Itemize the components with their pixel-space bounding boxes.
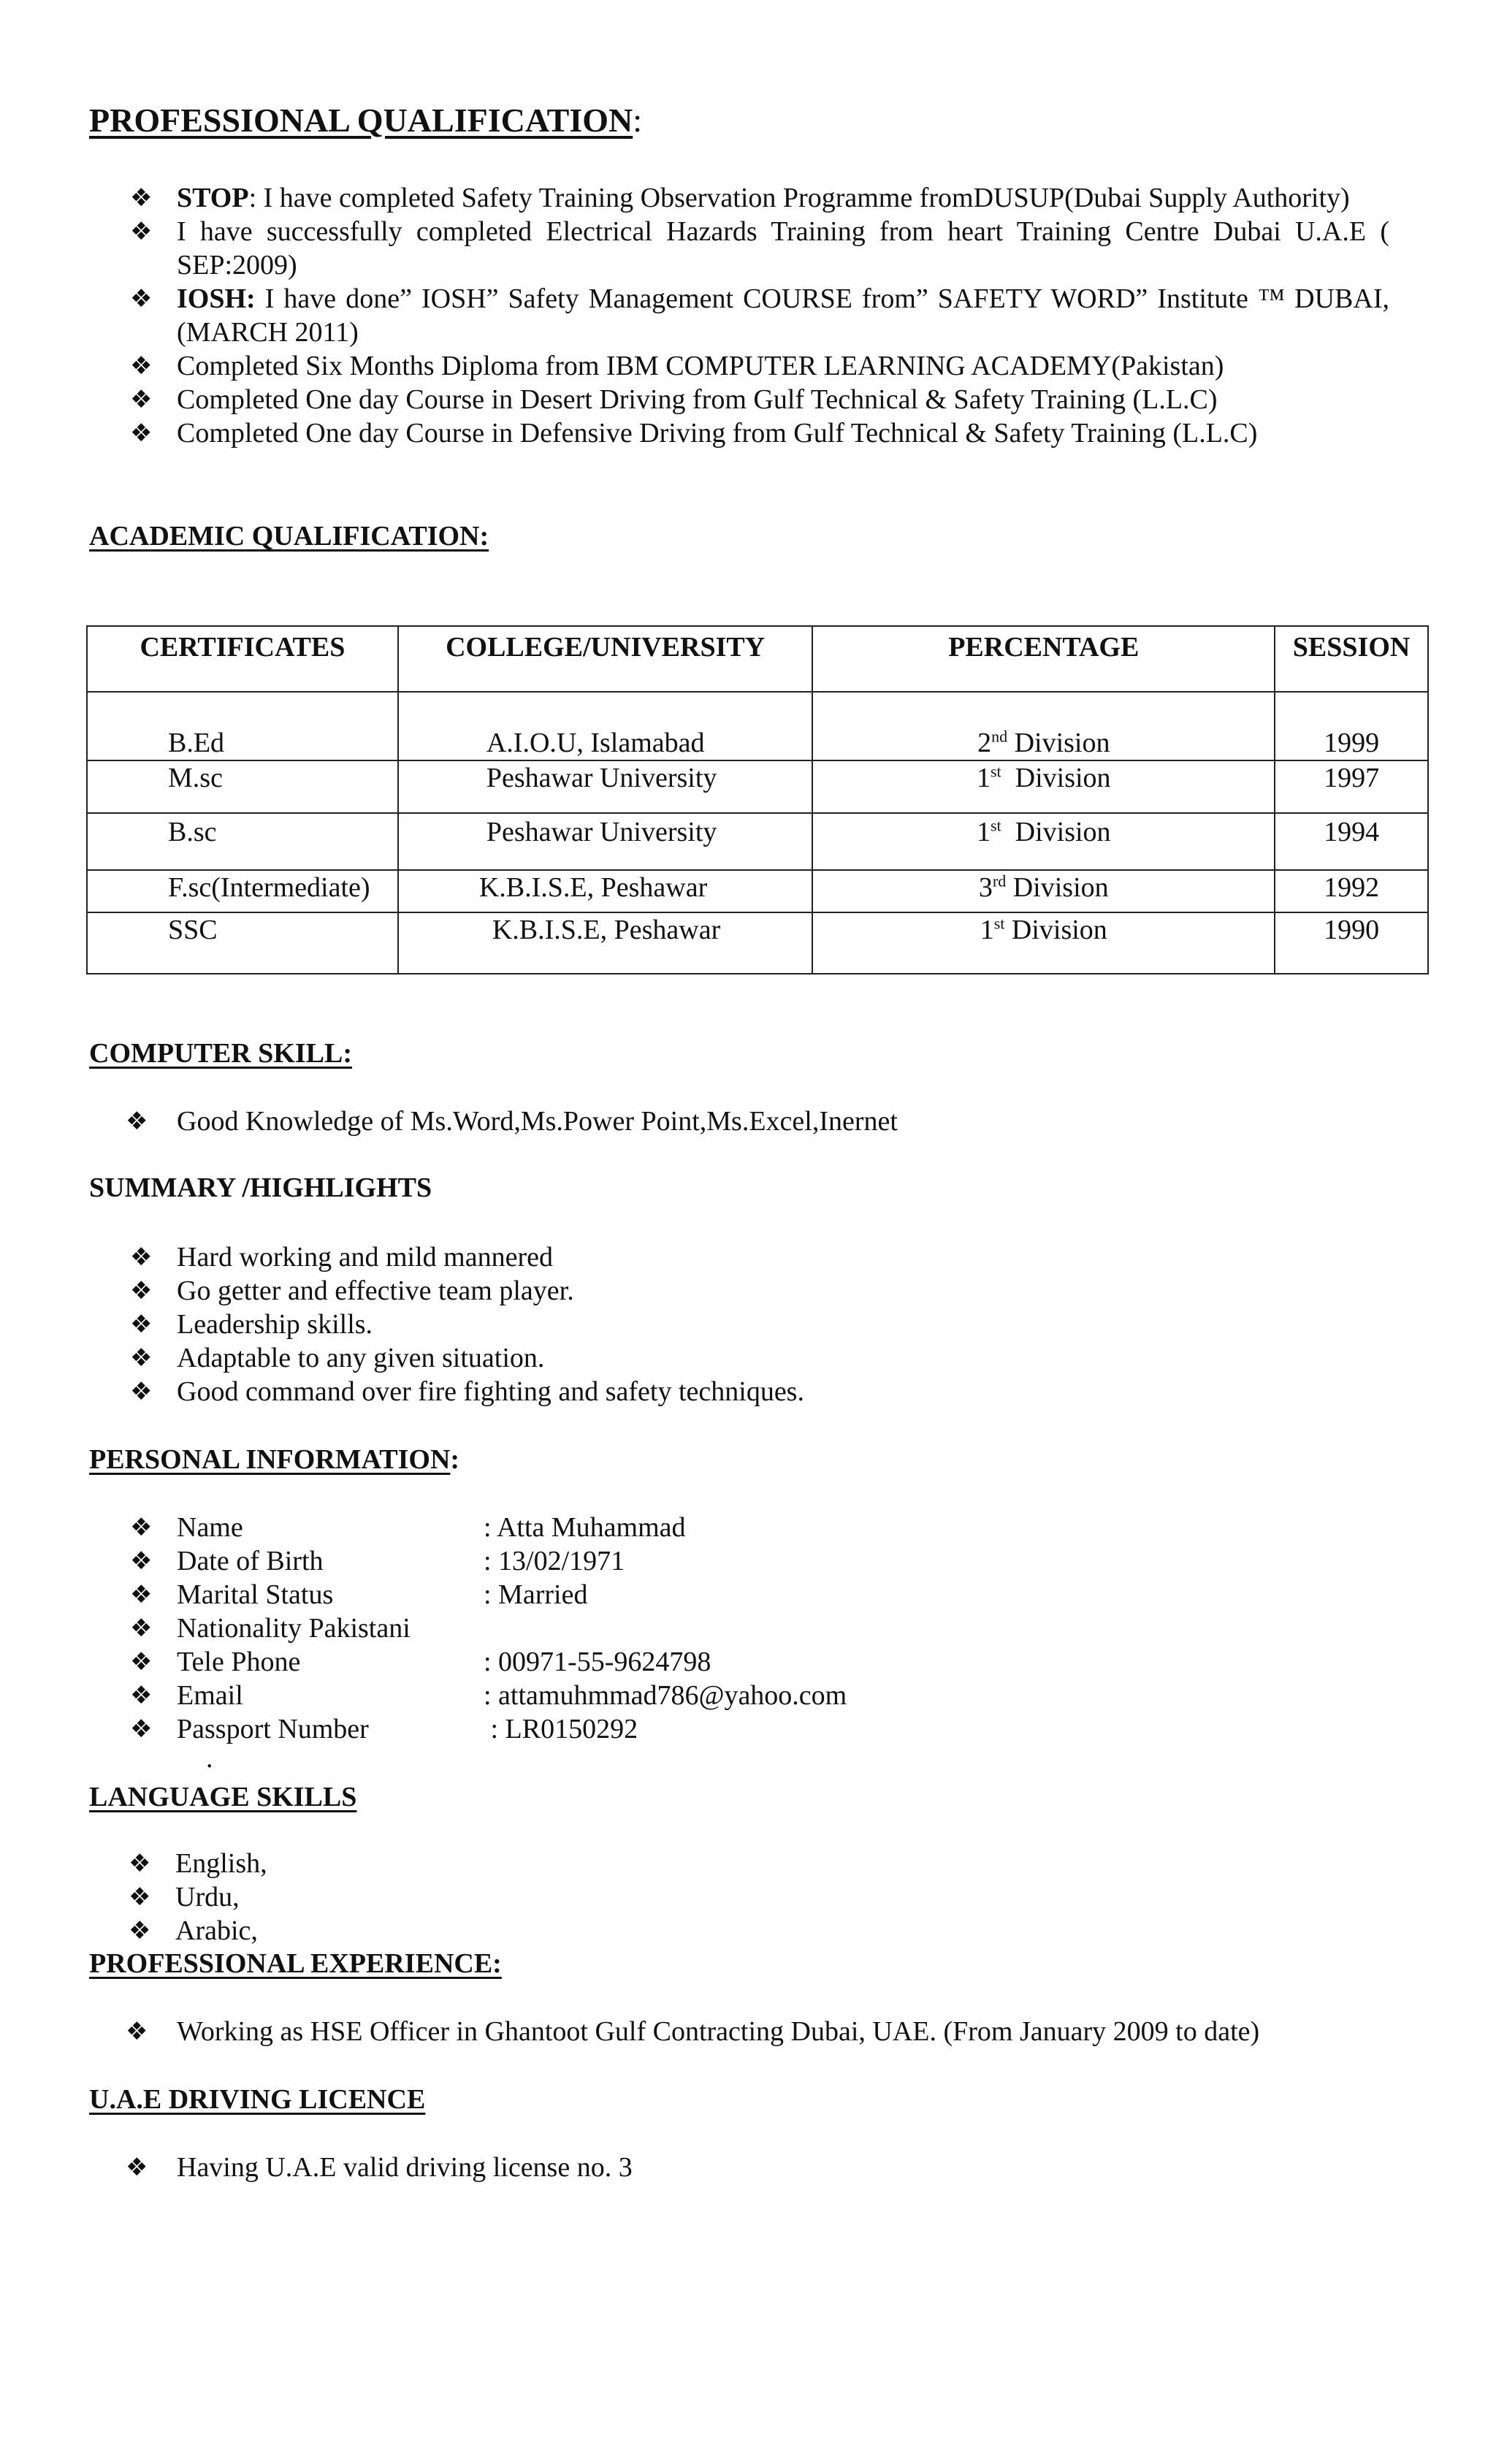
language-skills-list <box>88 1847 267 1948</box>
div-number: 3 <box>978 872 993 903</box>
cell-text: B.Ed <box>168 728 225 758</box>
summary-list <box>89 1240 804 1408</box>
cell-text: 1990 <box>1324 915 1380 945</box>
professional-experience-heading: PROFESSIONAL EXPERIENCE: <box>89 1948 502 1979</box>
div-number: 1 <box>976 817 991 847</box>
div-number: 1 <box>980 915 994 945</box>
percentage-cell <box>812 760 1275 813</box>
item-bold: IOSH: <box>177 283 256 314</box>
item-text: Good Knowledge of Ms.Word,Ms.Power Point,Ms.Excel,Inernet <box>177 1106 898 1137</box>
cell-text: K.B.I.S.E, Peshawar <box>492 915 721 945</box>
list-item <box>89 1308 804 1341</box>
percentage-cell <box>812 692 1275 760</box>
diamond-bullet-icon: ❖ <box>130 1614 153 1643</box>
session-cell <box>1275 760 1428 813</box>
div-number: 2 <box>977 728 992 758</box>
item-text: : I have completed Safety Training Observation Programme fromDUSUP(Dubai Supply Authority) <box>248 183 1350 213</box>
item-bold: STOP <box>177 183 249 213</box>
item-text: Urdu, <box>175 1882 240 1912</box>
diamond-bullet-icon: ❖ <box>130 217 153 246</box>
cell-text: M.sc <box>168 763 223 793</box>
diamond-bullet-icon: ❖ <box>130 183 153 213</box>
field-label: Date of Birth <box>177 1546 324 1576</box>
item-text: Go getter and effective team player. <box>177 1275 574 1306</box>
diamond-bullet-icon: ❖ <box>130 1377 153 1406</box>
list-item <box>89 1105 898 1138</box>
list-item <box>89 1712 847 1746</box>
list-item <box>89 1645 847 1679</box>
item-text: Completed One day Course in Defensive Driving from Gulf Technical & Safety Training (L.L.C) <box>177 418 1258 449</box>
list-item <box>89 1274 804 1308</box>
cell-text: F.sc(Intermediate) <box>168 872 370 903</box>
diamond-bullet-icon: ❖ <box>130 1546 153 1576</box>
table-row <box>87 760 1428 813</box>
college-cell <box>398 760 813 813</box>
heading-colon: : <box>633 102 643 139</box>
driving-licence-heading: U.A.E DRIVING LICENCE <box>89 2084 426 2115</box>
item-text: Adaptable to any given situation. <box>177 1343 545 1373</box>
heading-text: PROFESSIONAL QUALIFICATION <box>89 102 633 139</box>
field-label: Name <box>177 1512 243 1543</box>
list-item <box>89 2151 633 2184</box>
list-item <box>89 416 1433 450</box>
certificate-cell <box>87 692 398 760</box>
cell-text <box>813 871 1274 904</box>
cell-text: K.B.I.S.E, Peshawar <box>478 872 708 903</box>
diamond-bullet-icon: ❖ <box>129 1916 151 1945</box>
div-text: Division <box>1001 763 1111 793</box>
table-row <box>87 912 1428 974</box>
div-number: 1 <box>976 763 991 793</box>
column-header: CERTIFICATES <box>87 626 398 692</box>
percentage-cell <box>812 912 1275 974</box>
field-value: : Atta Muhammad <box>484 1512 686 1543</box>
professional-qualification-heading <box>89 101 642 140</box>
diamond-bullet-icon: ❖ <box>130 1681 153 1710</box>
professional-qualification-list <box>89 181 1433 450</box>
table-row <box>87 692 1428 760</box>
list-item <box>89 2015 1259 2048</box>
diamond-bullet-icon: ❖ <box>130 351 153 381</box>
column-header: PERCENTAGE <box>812 626 1275 692</box>
personal-information-list <box>89 1511 847 1746</box>
div-text: Division <box>1001 817 1111 847</box>
list-item <box>89 215 1433 282</box>
personal-information-heading <box>89 1443 459 1476</box>
item-text: English, <box>175 1848 267 1879</box>
session-cell <box>1275 813 1428 870</box>
list-item <box>89 1611 847 1645</box>
certificate-cell <box>87 813 398 870</box>
diamond-bullet-icon: ❖ <box>129 1849 151 1878</box>
div-text: Division <box>1007 728 1110 758</box>
diamond-bullet-icon: ❖ <box>130 1580 153 1609</box>
div-suffix: rd <box>992 871 1007 890</box>
session-cell <box>1275 912 1428 974</box>
college-cell <box>398 813 813 870</box>
diamond-bullet-icon: ❖ <box>130 419 153 448</box>
field-value: : 00971-55-9624798 <box>484 1647 711 1677</box>
field-label: Passport Number <box>177 1714 369 1744</box>
cell-text: A.I.O.U, Islamabad <box>486 728 705 758</box>
div-text: Division <box>1006 872 1109 903</box>
cell-text: 1992 <box>1324 872 1380 903</box>
session-cell <box>1275 870 1428 912</box>
list-item <box>89 1578 847 1611</box>
percentage-cell <box>812 870 1275 912</box>
cell-text <box>813 815 1274 849</box>
session-cell <box>1275 692 1428 760</box>
list-item <box>89 282 1433 349</box>
list-item <box>88 1880 267 1914</box>
diamond-bullet-icon: ❖ <box>130 1310 153 1339</box>
computer-skill-list <box>89 1105 898 1138</box>
list-item <box>89 181 1433 215</box>
certificate-cell <box>87 870 398 912</box>
cell-text: 1994 <box>1324 817 1380 847</box>
diamond-bullet-icon: ❖ <box>130 1647 153 1677</box>
field-value: : LR0150292 <box>484 1714 638 1744</box>
table-header-row <box>87 626 1428 692</box>
diamond-bullet-icon: ❖ <box>126 2153 148 2182</box>
item-text: Working as HSE Officer in Ghantoot Gulf Contracting Dubai, UAE. (From January 2009 to date) <box>177 2016 1260 2047</box>
item-text: Having U.A.E valid driving license no. 3 <box>177 2152 633 2183</box>
field-value: : 13/02/1971 <box>484 1546 625 1576</box>
diamond-bullet-icon: ❖ <box>130 1243 153 1272</box>
item-text: Completed One day Course in Desert Driving from Gulf Technical & Safety Training (L.L.C) <box>177 384 1218 415</box>
div-suffix: st <box>990 816 1001 835</box>
certificate-cell <box>87 760 398 813</box>
diamond-bullet-icon: ❖ <box>130 1714 153 1744</box>
college-cell <box>398 870 813 912</box>
cell-text <box>813 726 1274 760</box>
certificate-cell <box>87 912 398 974</box>
language-skills-heading: LANGUAGE SKILLS <box>89 1782 357 1812</box>
diamond-bullet-icon: ❖ <box>126 2017 148 2046</box>
driving-licence-list <box>89 2151 633 2184</box>
diamond-bullet-icon: ❖ <box>130 385 153 414</box>
item-text: Arabic, <box>175 1915 258 1946</box>
table-row <box>87 870 1428 912</box>
field-label: Nationality Pakistani <box>177 1613 411 1644</box>
list-item <box>88 1914 267 1948</box>
div-suffix: st <box>990 762 1001 781</box>
column-header: COLLEGE/UNIVERSITY <box>398 626 813 692</box>
list-item <box>89 1679 847 1712</box>
percentage-cell <box>812 813 1275 870</box>
item-text: I have done” IOSH” Safety Management COURSE from” SAFETY WORD” Institute ™ DUBAI, (MARCH 2011) <box>177 283 1389 348</box>
div-suffix: st <box>993 914 1005 933</box>
field-value: : Married <box>484 1579 588 1610</box>
list-item <box>89 1240 804 1274</box>
field-label: Tele Phone <box>177 1647 301 1677</box>
list-item <box>89 1544 847 1578</box>
item-text: Completed Six Months Diploma from IBM COMPUTER LEARNING ACADEMY(Pakistan) <box>177 351 1224 381</box>
item-text: I have successfully completed Electrical Hazards Training from heart Training Centre Dubai U.A.E ( SEP:2009) <box>177 216 1389 281</box>
computer-skill-heading: COMPUTER SKILL: <box>89 1038 352 1069</box>
cell-text: 1997 <box>1324 763 1380 793</box>
list-item <box>88 1847 267 1880</box>
diamond-bullet-icon: ❖ <box>130 1276 153 1305</box>
column-header: SESSION <box>1275 626 1428 692</box>
list-item <box>89 1511 847 1544</box>
cell-text <box>813 761 1274 795</box>
diamond-bullet-icon: ❖ <box>130 284 153 313</box>
item-text: Hard working and mild mannered <box>177 1242 553 1273</box>
div-suffix: nd <box>991 727 1008 746</box>
div-text: Division <box>1004 915 1107 945</box>
diamond-bullet-icon: ❖ <box>130 1343 153 1373</box>
heading-colon: : <box>450 1444 460 1475</box>
field-label: Marital Status <box>177 1579 334 1610</box>
cell-text: Peshawar University <box>486 763 717 793</box>
cell-text: Peshawar University <box>486 817 717 847</box>
academic-qualification-heading: ACADEMIC QUALIFICATION: <box>89 521 489 552</box>
table-row <box>87 813 1428 870</box>
diamond-bullet-icon: ❖ <box>126 1107 148 1136</box>
trailing-dot: . <box>206 1743 213 1774</box>
summary-heading: SUMMARY /HIGHLIGHTS <box>89 1172 432 1203</box>
list-item <box>89 1341 804 1375</box>
college-cell <box>398 692 813 760</box>
diamond-bullet-icon: ❖ <box>129 1883 151 1912</box>
cell-text <box>813 913 1274 947</box>
diamond-bullet-icon: ❖ <box>130 1513 153 1542</box>
field-value: : attamuhmmad786@yahoo.com <box>484 1680 847 1711</box>
item-text: Leadership skills. <box>177 1309 373 1340</box>
academic-table <box>86 625 1429 974</box>
college-cell <box>398 912 813 974</box>
field-label: Email <box>177 1680 243 1711</box>
cell-text: SSC <box>168 915 218 945</box>
list-item <box>89 349 1433 383</box>
item-text: Good command over fire fighting and safety techniques. <box>177 1376 804 1407</box>
cell-text: B.sc <box>168 817 217 847</box>
professional-experience-list <box>89 2015 1259 2048</box>
list-item <box>89 383 1433 416</box>
list-item <box>89 1375 804 1408</box>
heading-text: PERSONAL INFORMATION <box>89 1444 451 1475</box>
cell-text: 1999 <box>1324 728 1380 758</box>
